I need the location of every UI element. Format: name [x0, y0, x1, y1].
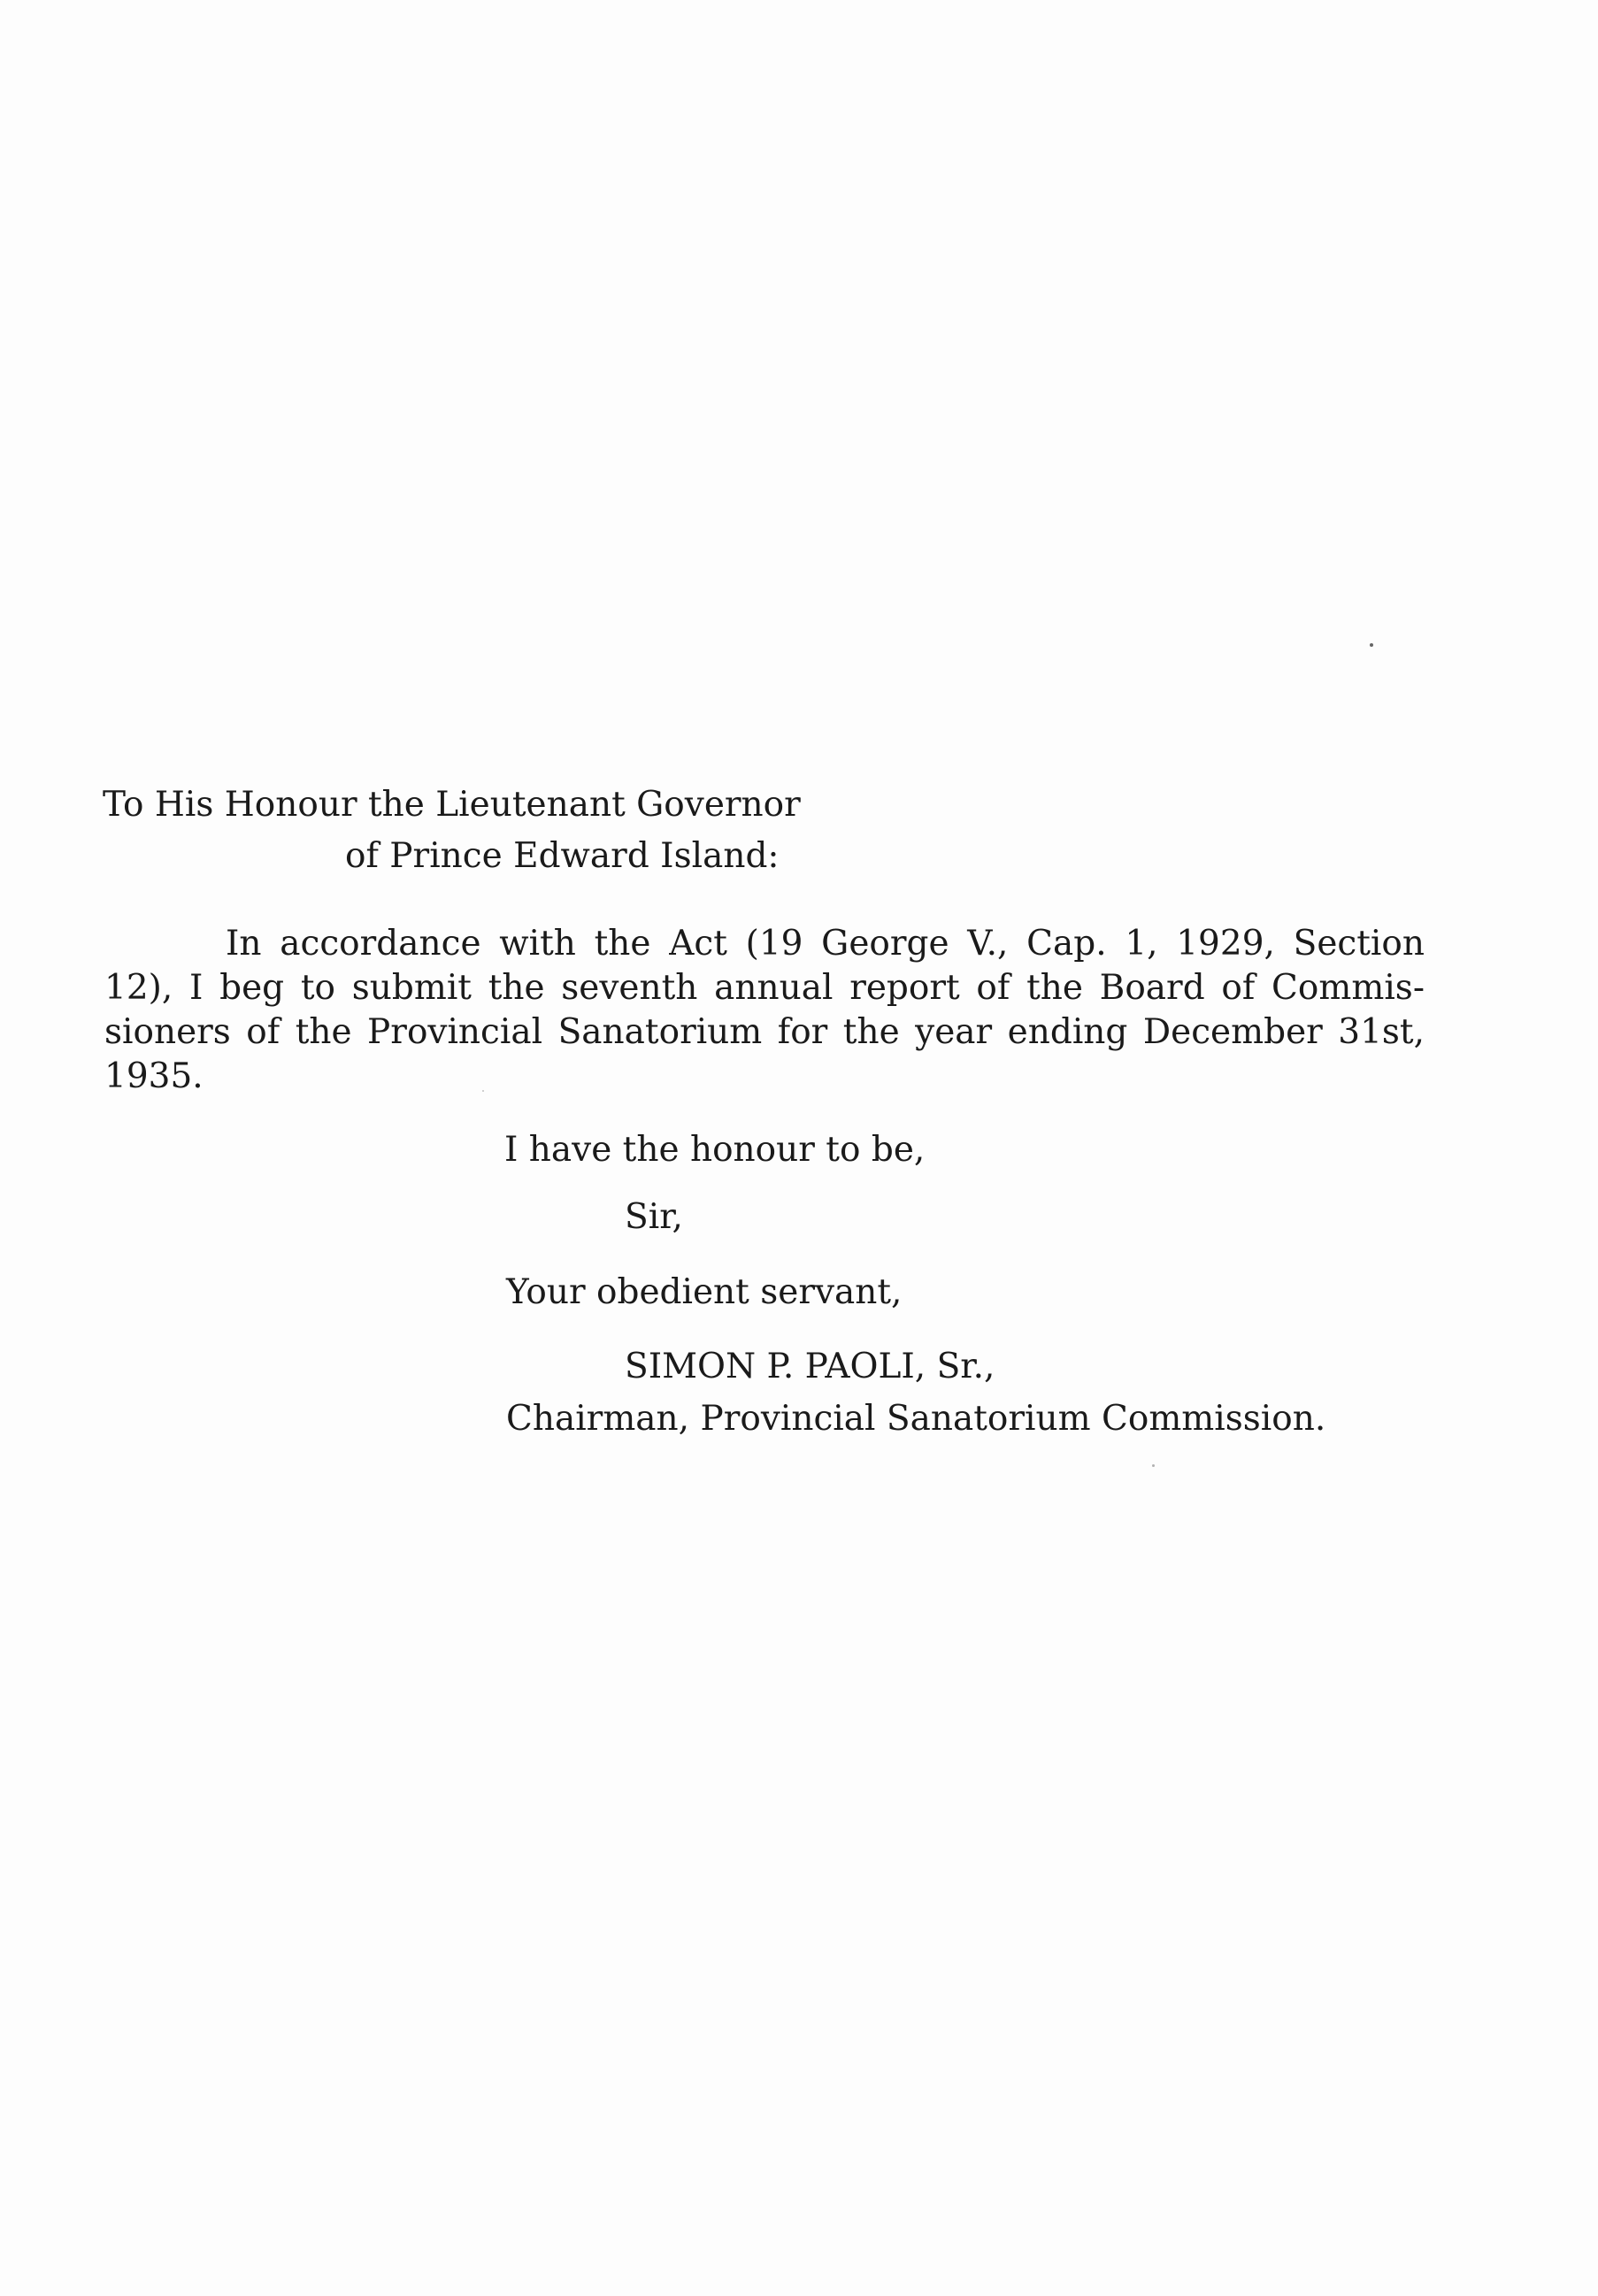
signatory-title: Chairman, Provincial Sanatorium Commission. — [506, 1399, 1326, 1439]
body-line: In accordance with the Act (19 George V., Cap. 1, 1929, Section — [226, 924, 1425, 964]
paper-speck — [1370, 643, 1373, 647]
address-line-1: To His Honour the Lieutenant Governor — [103, 785, 801, 825]
closing-line: I have the honour to be, — [504, 1130, 926, 1170]
body-line: 12), I beg to submit the seventh annual report of the Board of Commis- — [104, 968, 1425, 1008]
paper-speck — [482, 1090, 484, 1092]
salutation: Sir, — [625, 1197, 683, 1237]
body-line: sioners of the Provincial Sanatorium for the year ending December 31st, — [104, 1012, 1425, 1052]
body-line: 1935. — [104, 1056, 204, 1096]
signatory-name: SIMON P. PAOLI, Sr., — [625, 1347, 995, 1386]
closing-line: Your obedient servant, — [506, 1272, 903, 1312]
body-paragraph — [104, 922, 1425, 1099]
address-line-2: of Prince Edward Island: — [345, 836, 780, 876]
paper-speck — [1152, 1464, 1155, 1467]
